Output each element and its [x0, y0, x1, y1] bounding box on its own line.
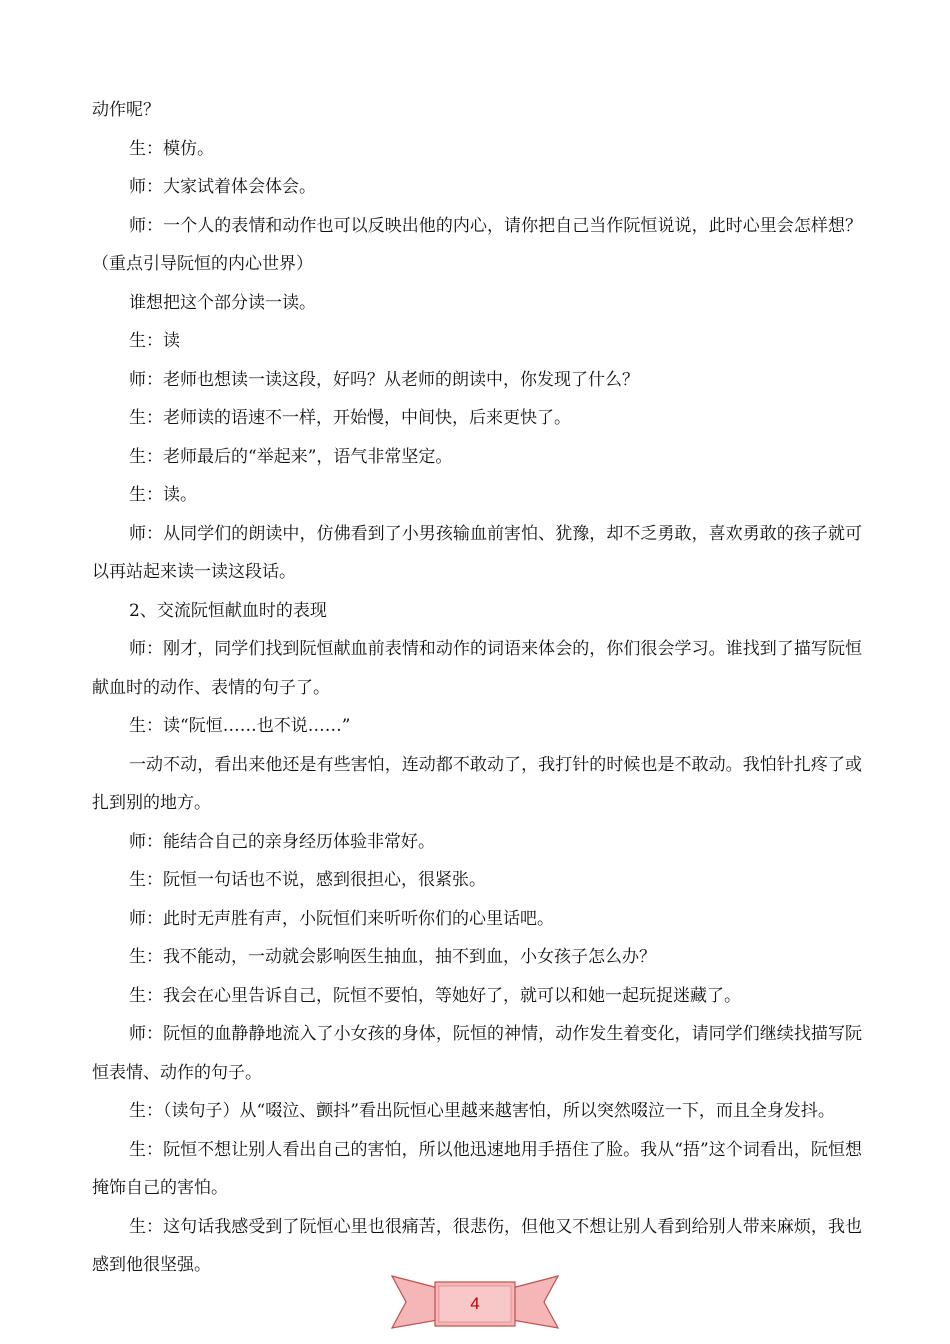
paragraph: 师：刚才，同学们找到阮恒献血前表情和动作的词语来体会的，你们很会学习。谁找到了描写阮恒献血时的动作、表情的句子了。 [92, 639, 862, 698]
paragraph: 生：（读句子）从“啜泣、颤抖”看出阮恒心里越来越害怕，所以突然啜泣一下，而且全身发抖。 [129, 1101, 835, 1121]
paragraph: 谁想把这个部分读一读。 [129, 292, 316, 313]
paragraph: 生：读。 [129, 485, 197, 505]
paragraph: 师：大家试着体会体会。 [129, 177, 316, 197]
paragraph: 师：阮恒的血静静地流入了小女孩的身体，阮恒的神情，动作发生着变化，请同学们继续找描写阮恒表情、动作的句子。 [92, 1024, 862, 1083]
paragraph: 生：读“阮恒……也不说……” [129, 716, 351, 736]
paragraph: 生：老师最后的“举起来”，语气非常坚定。 [129, 446, 453, 467]
paragraph: 师：一个人的表情和动作也可以反映出他的内心，请你把自己当作阮恒说说，此时心里会怎样想？（重点引导阮恒的内心世界） [92, 215, 862, 274]
paragraph: 生：阮恒一句话也不说，感到很担心，很紧张。 [129, 870, 486, 890]
page-number-ribbon [390, 1268, 560, 1334]
paragraph: 生：读 [129, 331, 180, 351]
paragraph: 生：我不能动，一动就会影响医生抽血，抽不到血，小女孩子怎么办？ [129, 947, 656, 967]
paragraph: 师：老师也想读一读这段，好吗？从老师的朗读中，你发现了什么？ [129, 369, 639, 390]
section-heading: 2、交流阮恒献血时的表现 [129, 600, 327, 621]
document-body [92, 91, 862, 1285]
page-number: 4 [470, 1294, 480, 1313]
paragraph: 生：老师读的语速不一样，开始慢，中间快，后来更快了。 [129, 408, 571, 428]
paragraph: 生：模仿。 [129, 138, 214, 159]
paragraph: 生：阮恒不想让别人看出自己的害怕，所以他迅速地用手捂住了脸。我从“捂”这个词看出，阮恒想掩饰自己的害怕。 [92, 1139, 862, 1198]
paragraph: 生：我会在心里告诉自己，阮恒不要怕，等她好了，就可以和她一起玩捉迷藏了。 [129, 985, 741, 1006]
paragraph: 师：从同学们的朗读中，仿佛看到了小男孩输血前害怕、犹豫，却不乏勇敢，喜欢勇敢的孩子就可以再站起来读一读这段话。 [92, 523, 862, 582]
paragraph: 一动不动，看出来他还是有些害怕，连动都不敢动了，我打针的时候也是不敢动。我怕针扎疼了或扎到别的地方。 [92, 754, 862, 813]
paragraph: 师：此时无声胜有声，小阮恒们来听听你们的心里话吧。 [129, 908, 554, 929]
paragraph: 生：这句话我感受到了阮恒心里也很痛苦，很悲伤，但他又不想让别人看到给别人带来麻烦，我也感到他很坚强。 [92, 1216, 862, 1275]
paragraph: 动作呢？ [92, 100, 160, 120]
paragraph: 师：能结合自己的亲身经历体验非常好。 [129, 831, 435, 852]
